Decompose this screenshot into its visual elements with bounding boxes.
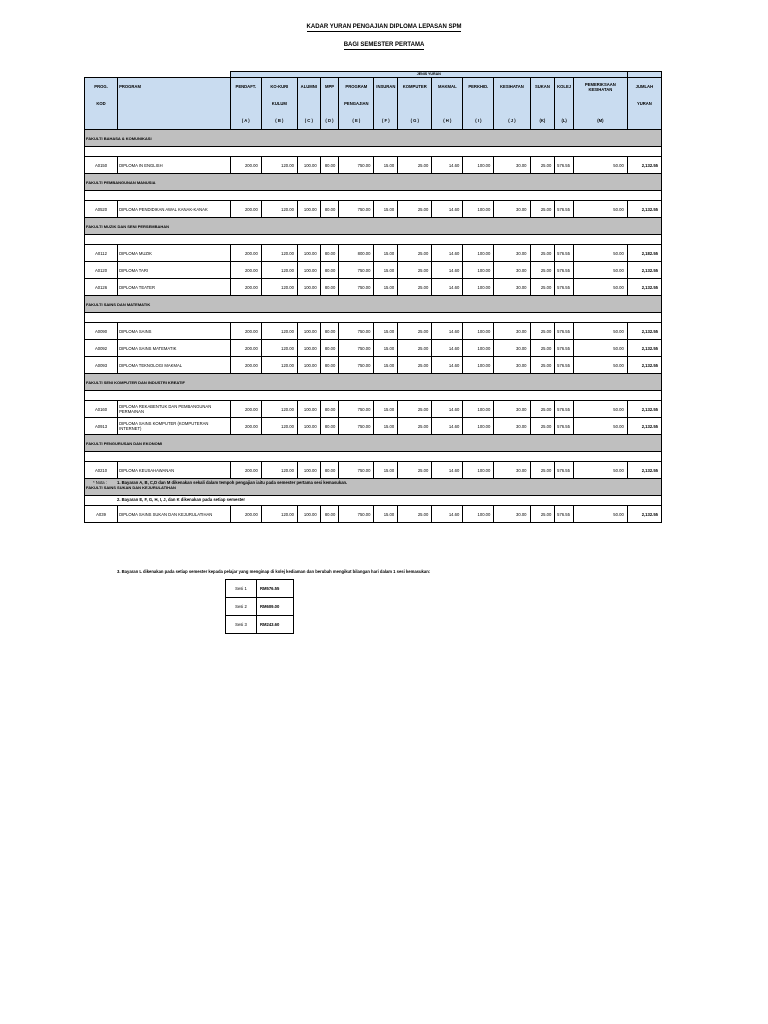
fee-makmal: 14.60: [432, 279, 463, 296]
faculty-name: FAKULTI SENI KOMPUTER DAN INDUSTRI KREATIF: [85, 374, 662, 391]
fee-kokuri: 120.00: [261, 462, 297, 479]
note-1: 1. Bayaran A, B, C,D dan M dikenakan sekali dalam tempoh pengajian iaitu pada semester pertama sesi kemasukan.: [117, 480, 348, 485]
fee-pemeriksaan: 50.00: [573, 201, 627, 218]
fee-komputer: 25.00: [398, 323, 432, 340]
fee-pendaft: 200.00: [230, 323, 261, 340]
fee-kokuri: 120.00: [261, 201, 297, 218]
pengajian-header: PENGAJIAN: [339, 95, 374, 112]
fee-pendaft: 200.00: [230, 401, 261, 418]
fee-komputer: 25.00: [398, 357, 432, 374]
fee-insuran: 15.00: [374, 201, 398, 218]
fee-pengajian: 750.00: [339, 357, 374, 374]
sesi-label: Sesi 2: [226, 598, 257, 616]
code-f: ( F ): [374, 112, 398, 130]
fee-komputer: 25.00: [398, 201, 432, 218]
fee-kolej: 576.55: [555, 323, 574, 340]
fee-perkhid: 100.00: [463, 262, 494, 279]
fee-pengajian: 750.00: [339, 262, 374, 279]
perkhid-header: PERKHID.: [463, 78, 494, 96]
fee-insuran: 15.00: [374, 245, 398, 262]
fee-kolej: 576.55: [555, 279, 574, 296]
fee-komputer: 25.00: [398, 279, 432, 296]
fee-kolej: 576.55: [555, 462, 574, 479]
fee-mpp: 80.00: [320, 262, 339, 279]
fee-pengajian: 750.00: [339, 340, 374, 357]
program-code: A0913: [85, 418, 118, 435]
kod-header: KOD: [85, 95, 118, 112]
fee-kokuri: 120.00: [261, 245, 297, 262]
fee-pengajian: 750.00: [339, 201, 374, 218]
fee-kesihatan: 30.00: [494, 418, 530, 435]
yuran-header: YURAN: [627, 95, 661, 112]
fee-kokuri: 120.00: [261, 340, 297, 357]
fee-komputer: 25.00: [398, 157, 432, 174]
fee-makmal: 14.60: [432, 245, 463, 262]
fee-makmal: 14.60: [432, 401, 463, 418]
fee-jumlah: 2,132.55: [627, 340, 661, 357]
fee-sukan: 25.00: [530, 418, 555, 435]
fee-pengajian: 750.00: [339, 279, 374, 296]
fee-jumlah: 2,132.55: [627, 418, 661, 435]
table-row: [85, 340, 662, 357]
fee-pemeriksaan: 50.00: [573, 323, 627, 340]
fee-alumni: 100.00: [297, 506, 320, 523]
fee-kesihatan: 30.00: [494, 357, 530, 374]
table-row: [85, 357, 662, 374]
program-pengajian-header: PROGRAM: [339, 78, 374, 96]
fees-table: [84, 71, 662, 523]
fee-pendaft: 200.00: [230, 506, 261, 523]
code-g: ( G ): [398, 112, 432, 130]
komputer-header: KOMPUTER: [398, 78, 432, 96]
sesi-value: RM243.60: [257, 616, 294, 634]
fee-alumni: 100.00: [297, 401, 320, 418]
fee-alumni: 100.00: [297, 262, 320, 279]
fee-kolej: 576.55: [555, 357, 574, 374]
fee-komputer: 25.00: [398, 340, 432, 357]
makmal-header: MAKMAL: [432, 78, 463, 96]
program-name: DIPLOMA SAINS: [118, 323, 231, 340]
jumlah-header: JUMLAH: [627, 78, 661, 96]
fee-komputer: 25.00: [398, 506, 432, 523]
fee-insuran: 15.00: [374, 357, 398, 374]
fee-perkhid: 100.00: [463, 279, 494, 296]
fee-jumlah: 2,182.55: [627, 245, 661, 262]
fee-perkhid: 100.00: [463, 323, 494, 340]
sesi-row: [226, 580, 294, 598]
fee-mpp: 80.00: [320, 157, 339, 174]
fee-insuran: 15.00: [374, 401, 398, 418]
fee-pengajian: 750.00: [339, 506, 374, 523]
fee-pengajian: 750.00: [339, 401, 374, 418]
program-code: A0210: [85, 462, 118, 479]
faculty-name: FAKULTI BAHASA & KOMUNIKASI: [85, 130, 662, 147]
fee-alumni: 100.00: [297, 340, 320, 357]
fee-pemeriksaan: 50.00: [573, 262, 627, 279]
fee-komputer: 25.00: [398, 262, 432, 279]
fee-kesihatan: 30.00: [494, 462, 530, 479]
fee-alumni: 100.00: [297, 462, 320, 479]
note-2: 2. Bayaran E, F, G, H, I, J, dan K dikenakan pada setiap semester: [117, 497, 246, 502]
code-a: ( A ): [230, 112, 261, 130]
fee-kolej: 576.55: [555, 401, 574, 418]
kokuri-header: KO-KURI: [261, 78, 297, 96]
note-3: 3. Bayaran L dikenakan pada setiap semester kepada pelajar yang menginap di kolej kediaman dan berubah mengikut bilangan hari dalam 1 sesi kemasukan:: [117, 569, 431, 574]
fee-mpp: 80.00: [320, 401, 339, 418]
fee-pengajian: 750.00: [339, 462, 374, 479]
fee-insuran: 15.00: [374, 506, 398, 523]
fee-pendaft: 200.00: [230, 462, 261, 479]
fee-pengajian: 800.00: [339, 245, 374, 262]
fee-jumlah: 2,132.55: [627, 262, 661, 279]
code-i: ( I ): [463, 112, 494, 130]
table-row: [85, 279, 662, 296]
table-row: [85, 245, 662, 262]
fee-perkhid: 100.00: [463, 418, 494, 435]
fee-kokuri: 120.00: [261, 279, 297, 296]
code-c: ( C ): [297, 112, 320, 130]
program-code: A0093: [85, 357, 118, 374]
fee-sukan: 25.00: [530, 279, 555, 296]
table-row: [85, 262, 662, 279]
sesi-table: [225, 579, 294, 634]
fee-perkhid: 100.00: [463, 506, 494, 523]
fee-pendaft: 200.00: [230, 357, 261, 374]
program-name: DIPLOMA KEUSAHAWANAN: [118, 462, 231, 479]
fee-insuran: 15.00: [374, 279, 398, 296]
fee-makmal: 14.60: [432, 462, 463, 479]
fee-insuran: 15.00: [374, 323, 398, 340]
fee-insuran: 15.00: [374, 340, 398, 357]
program-code: A0092: [85, 340, 118, 357]
table-row: [85, 506, 662, 523]
program-name: DIPLOMA IN ENGLISH: [118, 157, 231, 174]
fee-pemeriksaan: 50.00: [573, 401, 627, 418]
pemeriksaan-header: PEMERIKSAAN KESIHATAN: [573, 78, 627, 96]
table-row: [85, 323, 662, 340]
sesi-value: RM609.00: [257, 598, 294, 616]
fee-sukan: 25.00: [530, 340, 555, 357]
fee-kokuri: 120.00: [261, 357, 297, 374]
fee-pengajian: 750.00: [339, 418, 374, 435]
code-m: (M): [573, 112, 627, 130]
fee-kesihatan: 30.00: [494, 157, 530, 174]
note-label: * Nota :: [93, 480, 107, 485]
fee-pendaft: 200.00: [230, 262, 261, 279]
fee-sukan: 25.00: [530, 157, 555, 174]
jenis-yuran-header: JENIS YURAN: [230, 72, 627, 78]
program-code: A0520: [85, 201, 118, 218]
sesi-value: RM576.55: [257, 580, 294, 598]
pendaft-header: PENDAFT.: [230, 78, 261, 96]
fee-perkhid: 100.00: [463, 157, 494, 174]
program-name: DIPLOMA TARI: [118, 262, 231, 279]
fee-jumlah: 2,132.55: [627, 323, 661, 340]
program-name: DIPLOMA REKABENTUK DAN PEMBANGUNAN PERMAINAN: [118, 401, 231, 418]
fee-makmal: 14.60: [432, 506, 463, 523]
fee-pendaft: 200.00: [230, 340, 261, 357]
fee-pemeriksaan: 50.00: [573, 157, 627, 174]
program-code: A039: [85, 506, 118, 523]
fee-kolej: 576.55: [555, 201, 574, 218]
program-code: A0150: [85, 157, 118, 174]
sesi-label: Sesi 3: [226, 616, 257, 634]
table-row: [85, 401, 662, 418]
fee-kesihatan: 30.00: [494, 401, 530, 418]
kulum-header: KULUM: [261, 95, 297, 112]
fee-insuran: 15.00: [374, 157, 398, 174]
fee-alumni: 100.00: [297, 157, 320, 174]
faculty-row: [85, 218, 662, 235]
fee-perkhid: 100.00: [463, 462, 494, 479]
fee-sukan: 25.00: [530, 323, 555, 340]
fee-kokuri: 120.00: [261, 323, 297, 340]
fee-makmal: 14.60: [432, 157, 463, 174]
fee-mpp: 80.00: [320, 357, 339, 374]
fee-komputer: 25.00: [398, 462, 432, 479]
sesi-row: [226, 598, 294, 616]
insuran-header: INSURAN: [374, 78, 398, 96]
fee-kolej: 576.55: [555, 262, 574, 279]
fee-kolej: 576.55: [555, 418, 574, 435]
program-name: DIPLOMA SAINS SUKAN DAN KEJURULATIHAN: [118, 506, 231, 523]
faculty-name: FAKULTI PEMBANGUNAN MANUSIA: [85, 174, 662, 191]
faculty-row: [85, 130, 662, 147]
fee-pendaft: 200.00: [230, 157, 261, 174]
fee-insuran: 15.00: [374, 462, 398, 479]
table-row: [85, 462, 662, 479]
fee-pendaft: 200.00: [230, 279, 261, 296]
fee-pendaft: 200.00: [230, 201, 261, 218]
fee-mpp: 80.00: [320, 245, 339, 262]
fee-makmal: 14.60: [432, 357, 463, 374]
fee-pendaft: 200.00: [230, 418, 261, 435]
program-name: DIPLOMA PENDIDIKAN AWAL KANAK-KANAK: [118, 201, 231, 218]
program-name: DIPLOMA TEATER: [118, 279, 231, 296]
fee-perkhid: 100.00: [463, 201, 494, 218]
fee-alumni: 100.00: [297, 323, 320, 340]
sesi-label: Sesi 1: [226, 580, 257, 598]
fee-kesihatan: 30.00: [494, 201, 530, 218]
fee-sukan: 25.00: [530, 201, 555, 218]
table-row: [85, 418, 662, 435]
faculty-row: [85, 174, 662, 191]
fee-pengajian: 750.00: [339, 323, 374, 340]
fee-sukan: 25.00: [530, 262, 555, 279]
code-b: ( B ): [261, 112, 297, 130]
table-row: [85, 157, 662, 174]
code-j: ( J ): [494, 112, 530, 130]
fee-jumlah: 2,132.55: [627, 401, 661, 418]
fee-pemeriksaan: 50.00: [573, 340, 627, 357]
program-code: A0090: [85, 323, 118, 340]
fee-kokuri: 120.00: [261, 401, 297, 418]
fee-mpp: 80.00: [320, 279, 339, 296]
fee-kolej: 576.55: [555, 245, 574, 262]
fee-kesihatan: 30.00: [494, 323, 530, 340]
program-code: A0160: [85, 401, 118, 418]
fee-kolej: 576.55: [555, 157, 574, 174]
fee-kesihatan: 30.00: [494, 340, 530, 357]
fee-kokuri: 120.00: [261, 262, 297, 279]
fee-jumlah: 2,132.55: [627, 279, 661, 296]
fee-sukan: 25.00: [530, 462, 555, 479]
faculty-name: FAKULTI PENGURUSAN DAN EKONOMI: [85, 435, 662, 452]
table-row: [85, 201, 662, 218]
faculty-name: FAKULTI MUZIK DAN SENI PERSEMBAHAN: [85, 218, 662, 235]
faculty-row: [85, 435, 662, 452]
fee-sukan: 25.00: [530, 357, 555, 374]
sukan-header: SUKAN: [530, 78, 555, 96]
code-k: (K): [530, 112, 555, 130]
alumni-header: ALUMNI: [297, 78, 320, 96]
fee-alumni: 100.00: [297, 245, 320, 262]
program-code: A0120: [85, 262, 118, 279]
kesihatan-header: KESIHATAN: [494, 78, 530, 96]
fee-sukan: 25.00: [530, 506, 555, 523]
fee-perkhid: 100.00: [463, 340, 494, 357]
fee-komputer: 25.00: [398, 418, 432, 435]
fee-mpp: 80.00: [320, 418, 339, 435]
fee-jumlah: 2,132.55: [627, 157, 661, 174]
fee-kesihatan: 30.00: [494, 262, 530, 279]
fee-kokuri: 120.00: [261, 506, 297, 523]
fee-insuran: 15.00: [374, 262, 398, 279]
fee-kolej: 576.55: [555, 340, 574, 357]
program-header: PROGRAM: [118, 78, 231, 96]
fee-mpp: 80.00: [320, 323, 339, 340]
fee-perkhid: 100.00: [463, 357, 494, 374]
fee-makmal: 14.60: [432, 418, 463, 435]
fee-kokuri: 120.00: [261, 157, 297, 174]
document-title: KADAR YURAN PENGAJIAN DIPLOMA LEPASAN SPM: [306, 24, 462, 30]
fee-pendaft: 200.00: [230, 245, 261, 262]
fee-mpp: 80.00: [320, 201, 339, 218]
sesi-row: [226, 616, 294, 634]
code-e: ( E ): [339, 112, 374, 130]
prog-header: PROG.: [85, 78, 118, 96]
fee-pengajian: 750.00: [339, 157, 374, 174]
fee-perkhid: 100.00: [463, 401, 494, 418]
kolej-header: KOLEJ: [555, 78, 574, 96]
fee-pemeriksaan: 50.00: [573, 245, 627, 262]
mpp-header: MPP: [320, 78, 339, 96]
fee-alumni: 100.00: [297, 201, 320, 218]
fee-alumni: 100.00: [297, 279, 320, 296]
fee-alumni: 100.00: [297, 357, 320, 374]
fee-makmal: 14.60: [432, 262, 463, 279]
program-code: A0126: [85, 279, 118, 296]
fee-pemeriksaan: 50.00: [573, 506, 627, 523]
fee-jumlah: 2,132.55: [627, 357, 661, 374]
fee-alumni: 100.00: [297, 418, 320, 435]
faculty-name: FAKULTI SAINS SUKAN DAN KEJURULATIHAN: [85, 479, 662, 496]
program-name: DIPLOMA SAINS KOMPUTER (KOMPUTERAN INTERNET): [118, 418, 231, 435]
faculty-row: [85, 296, 662, 313]
fee-sukan: 25.00: [530, 401, 555, 418]
fee-pemeriksaan: 50.00: [573, 418, 627, 435]
program-name: DIPLOMA MUZIK: [118, 245, 231, 262]
fee-insuran: 15.00: [374, 418, 398, 435]
fee-mpp: 80.00: [320, 506, 339, 523]
fee-jumlah: 2,132.55: [627, 201, 661, 218]
fee-kesihatan: 30.00: [494, 506, 530, 523]
code-l: (L): [555, 112, 574, 130]
fee-jumlah: 2,132.55: [627, 506, 661, 523]
fee-sukan: 25.00: [530, 245, 555, 262]
fee-kesihatan: 30.00: [494, 279, 530, 296]
fee-komputer: 25.00: [398, 401, 432, 418]
fee-pemeriksaan: 50.00: [573, 462, 627, 479]
program-name: DIPLOMA TEKNOLOGI MAKMAL: [118, 357, 231, 374]
fee-perkhid: 100.00: [463, 245, 494, 262]
fee-makmal: 14.60: [432, 323, 463, 340]
fee-makmal: 14.60: [432, 340, 463, 357]
program-name: DIPLOMA SAINS MATEMATIK: [118, 340, 231, 357]
fee-mpp: 80.00: [320, 462, 339, 479]
faculty-row: [85, 374, 662, 391]
fee-kokuri: 120.00: [261, 418, 297, 435]
code-h: ( H ): [432, 112, 463, 130]
fee-jumlah: 2,132.55: [627, 462, 661, 479]
fee-kesihatan: 30.00: [494, 245, 530, 262]
fee-pemeriksaan: 50.00: [573, 357, 627, 374]
fee-komputer: 25.00: [398, 245, 432, 262]
fee-makmal: 14.60: [432, 201, 463, 218]
code-d: ( D ): [320, 112, 339, 130]
faculty-name: FAKULTI SAINS DAN MATEMATIK: [85, 296, 662, 313]
fee-pemeriksaan: 50.00: [573, 279, 627, 296]
fee-mpp: 80.00: [320, 340, 339, 357]
fee-kolej: 576.55: [555, 506, 574, 523]
program-code: A0112: [85, 245, 118, 262]
document-subtitle: BAGI SEMESTER PERTAMA: [343, 42, 425, 48]
